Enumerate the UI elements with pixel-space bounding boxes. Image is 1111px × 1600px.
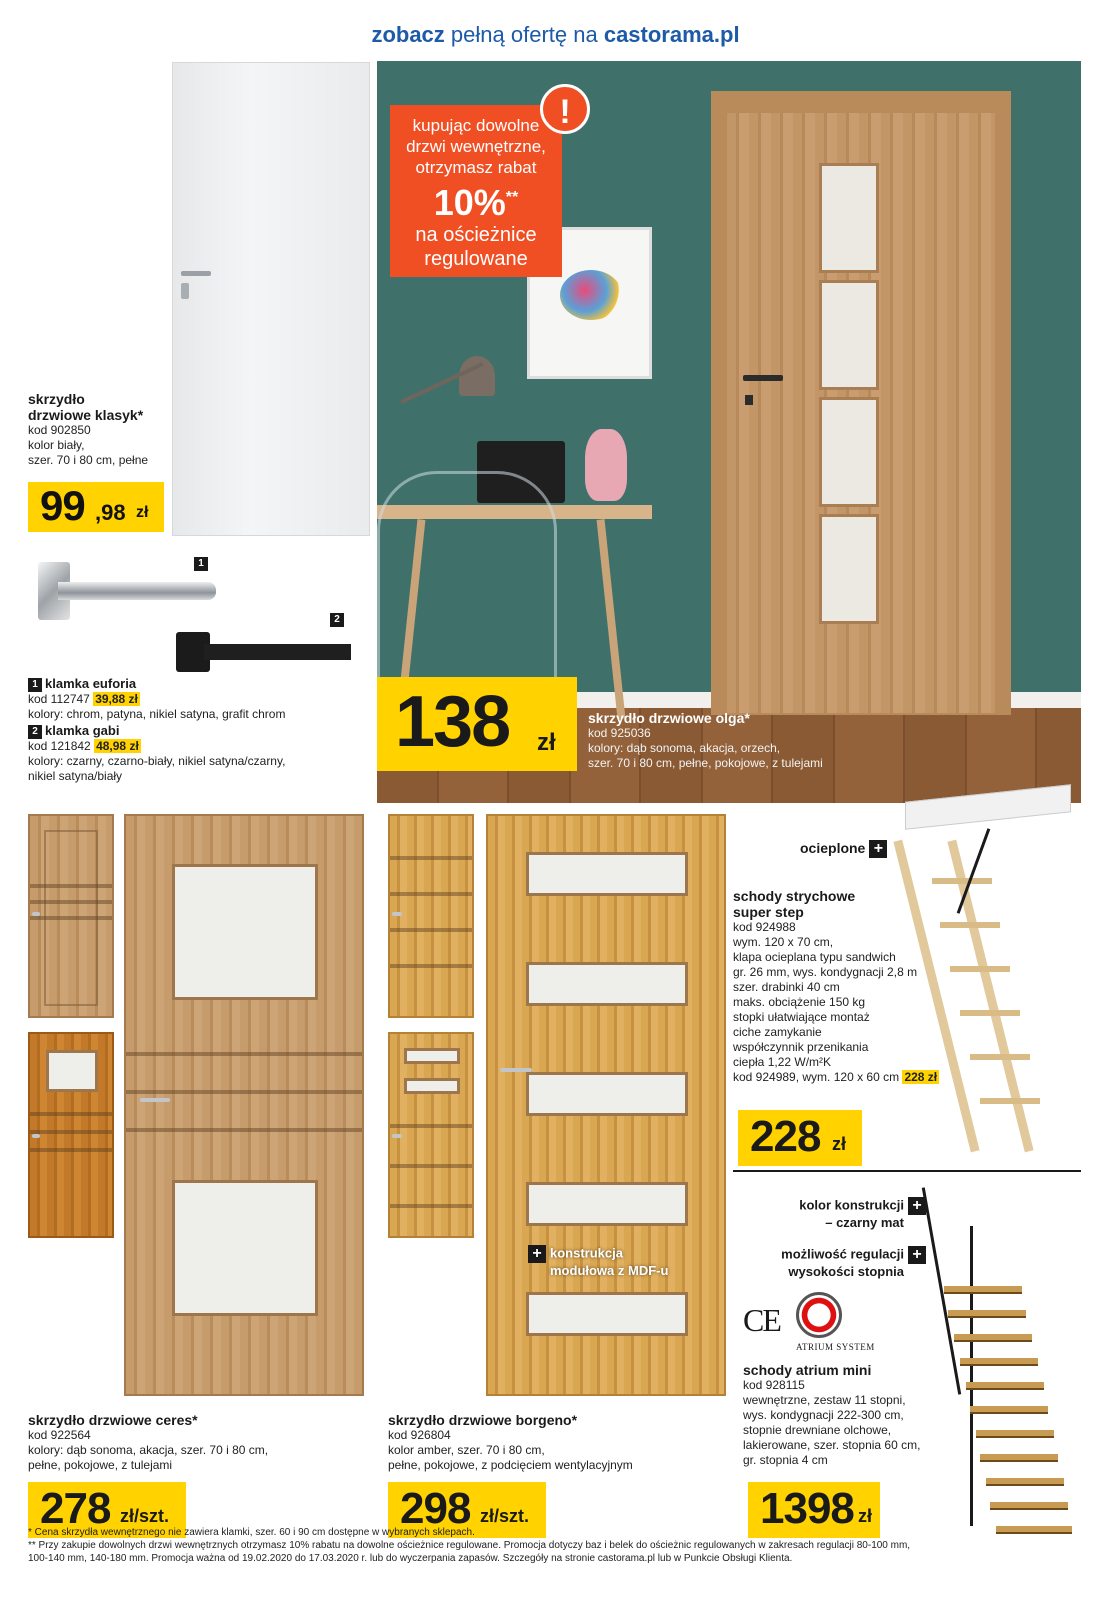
euforia-title: klamka euforia: [45, 676, 137, 691]
olga-title: skrzydło drzwiowe olga*: [588, 710, 750, 726]
ceres-price-value: 278: [40, 1484, 111, 1533]
footnote-3: 100-140 mm, 140-180 mm. Promocja ważna od 19.02.2020 do 17.03.2020 r. lub do wyczerpania zapasów. Szczegóły na stronie castorama.pl lub w Punkcie Obsługi Klienta.: [28, 1553, 793, 1564]
klasyk-price-main: 99: [40, 482, 85, 529]
ceres-info: [28, 1412, 373, 1473]
olga-colors: kolory: dąb sonoma, akacja, orzech,: [588, 741, 781, 755]
atrium-spec-3: lakierowane, szer. stopnia 60 cm,: [743, 1438, 921, 1452]
atrium-feature-2-line2: wysokości stopnia: [788, 1264, 904, 1279]
euforia-code: kod 112747: [28, 692, 90, 706]
atrium-feature-1-line2: – czarny mat: [825, 1215, 904, 1230]
header-site[interactable]: castorama.pl: [603, 22, 740, 47]
ceres-handle-icon: [140, 1098, 170, 1102]
superstep-spec-3: szer. drabinki 40 cm: [733, 980, 840, 994]
ceres-line1: kolory: dąb sonoma, akacja, szer. 70 i 80 cm,: [28, 1443, 269, 1457]
klasyk-price-unit: zł: [136, 504, 149, 521]
plus-icon: +: [869, 840, 887, 858]
klasyk-title-1: skrzydło: [28, 391, 85, 407]
vase: [585, 429, 627, 501]
olga-price: [377, 677, 577, 771]
ceres-door: [124, 814, 364, 1396]
ocieplone-label: ocieplone: [800, 840, 866, 856]
ghost-chair: [377, 471, 557, 711]
borgeno-info: [388, 1412, 708, 1473]
atrium-spec-2: stopnie drewniane olchowe,: [743, 1423, 892, 1437]
promo-line1: kupując dowolne: [412, 116, 540, 135]
superstep-price-value: 228: [750, 1112, 821, 1161]
footnote-1: * Cena skrzydła wewnętrznego nie zawiera klamki, szer. 60 i 90 cm dostępne w wybranych sklepach.: [28, 1527, 475, 1538]
olga-handle-icon: [743, 375, 783, 381]
ceres-thumb-sonoma: [28, 814, 114, 1018]
atrium-price-value: 1398: [760, 1484, 854, 1533]
ceres-price-unit: zł/szt.: [120, 1506, 170, 1526]
klasyk-title-2: drzwiowe klasyk*: [28, 407, 144, 423]
exclamation-icon: !: [540, 84, 590, 134]
atrium-info: [743, 1362, 943, 1468]
borgeno-door: [486, 814, 726, 1396]
desk-lamp: [459, 356, 495, 396]
borgeno-line2: pełne, pokojowe, z podcięciem wentylacyjnym: [388, 1458, 633, 1472]
gabi-badge: 2: [28, 725, 42, 739]
gabi-colors-2: nikiel satyna/biały: [28, 769, 123, 783]
borgeno-price-value: 298: [400, 1484, 471, 1533]
superstep-alt-price: 228 zł: [904, 1070, 938, 1084]
atrium-stairs: [940, 1186, 1080, 1536]
superstep-title-2: super step: [733, 904, 804, 920]
klasyk-price-dec: ,98: [95, 500, 126, 525]
superstep-spec-8: ciepła 1,22 W/m²K: [733, 1055, 832, 1069]
promo-line3: otrzymasz rabat: [415, 158, 537, 177]
promo-line2: drzwi wewnętrzne,: [406, 137, 546, 156]
borgeno-thumb-1: [388, 814, 474, 1018]
euforia-badge: 1: [28, 678, 42, 692]
plus-icon: +: [528, 1245, 546, 1263]
handle-euforia-image: [38, 562, 218, 620]
ceres-thumb-akacja: [28, 1032, 114, 1238]
olga-price-value: 138: [395, 682, 510, 762]
plus-icon: +: [908, 1197, 926, 1215]
olga-info: [588, 710, 823, 771]
atrium-feature-2-line1: możliwość regulacji: [781, 1246, 904, 1262]
superstep-spec-7: współczynnik przenikania: [733, 1040, 869, 1054]
superstep-title-1: schody strychowe: [733, 888, 856, 904]
atrium-feature-2: [740, 1246, 926, 1280]
atrium-title: schody atrium mini: [743, 1362, 872, 1378]
atrium-brand: ATRIUM SYSTEM: [796, 1342, 875, 1352]
atrium-feature-1-line1: kolor konstrukcji: [799, 1197, 904, 1213]
superstep-alt-code: kod 924989, wym. 120 x 60 cm: [733, 1070, 900, 1084]
promo-marks: **: [505, 189, 519, 206]
borgeno-title: skrzydło drzwiowe borgeno*: [388, 1412, 578, 1428]
header-middle: pełną ofertę na: [450, 22, 598, 47]
superstep-spec-5: stopki ułatwiające montaż: [733, 1010, 870, 1024]
borgeno-price-unit: zł/szt.: [480, 1506, 530, 1526]
page-header: [0, 22, 1111, 48]
borgeno-code: kod 926804: [388, 1428, 451, 1442]
olga-code: kod 925036: [588, 726, 651, 740]
superstep-price-unit: zł: [832, 1134, 847, 1154]
euforia-colors: kolory: chrom, patyna, nikiel satyna, grafit chrom: [28, 707, 286, 721]
borgeno-handle-icon: [500, 1068, 532, 1072]
promo-line4: na ościeżnice: [415, 224, 537, 246]
olga-size: szer. 70 i 80 cm, pełne, pokojowe, z tulejami: [588, 756, 823, 770]
superstep-code: kod 924988: [733, 920, 796, 934]
header-prefix: zobacz: [371, 22, 445, 47]
klasyk-color: kolor biały,: [28, 438, 85, 452]
borgeno-thumb-2: [388, 1032, 474, 1238]
klasyk-info: [28, 391, 178, 468]
quality-seal-icon: [796, 1292, 842, 1338]
olga-lock-icon: [745, 395, 753, 405]
superstep-spec-2: gr. 26 mm, wys. kondygnacji 2,8 m: [733, 965, 918, 979]
gabi-price: 48,98 zł: [96, 739, 139, 753]
gabi-title: klamka gabi: [45, 723, 120, 738]
divider: [733, 1170, 1081, 1172]
ceres-title: skrzydło drzwiowe ceres*: [28, 1412, 198, 1428]
handle-num-1: 1: [194, 557, 208, 571]
atrium-spec-1: wys. kondygnacji 222-300 cm,: [743, 1408, 904, 1422]
atrium-price-unit: zł: [858, 1506, 873, 1526]
promo-badge: [390, 105, 562, 277]
promo-line5: regulowane: [424, 248, 528, 270]
atrium-spec-4: gr. stopnia 4 cm: [743, 1453, 828, 1467]
superstep-spec-0: wym. 120 x 70 cm,: [733, 935, 834, 949]
borgeno-feature-2: modułowa z MDF-u: [550, 1263, 669, 1278]
superstep-price: [738, 1110, 862, 1166]
ocieplone-badge: [800, 840, 887, 858]
door-lock-icon: [181, 283, 189, 299]
ceres-line2: pełne, pokojowe, z tulejami: [28, 1458, 173, 1472]
klasyk-door-image: [172, 62, 370, 536]
handles-info: [28, 676, 373, 784]
superstep-info: [733, 888, 953, 1085]
olga-price-unit: zł: [537, 729, 556, 756]
ceres-code: kod 922564: [28, 1428, 91, 1442]
olga-door: [727, 113, 995, 713]
handle-num-2: 2: [330, 613, 344, 627]
footnotes: [28, 1526, 1088, 1565]
atrium-feature-1: [740, 1197, 926, 1231]
handle-gabi-image: [176, 632, 351, 672]
gabi-colors-1: kolory: czarny, czarno-biały, nikiel satyna/czarny,: [28, 754, 286, 768]
superstep-spec-6: ciche zamykanie: [733, 1025, 822, 1039]
borgeno-feature-1: konstrukcja: [550, 1245, 623, 1261]
superstep-spec-1: klapa ocieplana typu sandwich: [733, 950, 896, 964]
borgeno-line1: kolor amber, szer. 70 i 80 cm,: [388, 1443, 545, 1457]
promo-percent: 10%: [433, 182, 506, 223]
klasyk-code: kod 902850: [28, 423, 91, 437]
atrium-code: kod 928115: [743, 1378, 805, 1392]
atrium-spec-0: wewnętrzne, zestaw 11 stopni,: [743, 1393, 906, 1407]
gabi-code: kod 121842: [28, 739, 91, 753]
superstep-spec-4: maks. obciążenie 150 kg: [733, 995, 866, 1009]
klasyk-price: [28, 482, 164, 532]
door-handle-icon: [181, 271, 211, 276]
borgeno-feature: [528, 1245, 668, 1279]
plus-icon: +: [908, 1246, 926, 1264]
euforia-price: 39,88 zł: [95, 692, 138, 706]
ce-mark-icon: CE: [743, 1302, 780, 1338]
footnote-2: ** Przy zakupie dowolnych drzwi wewnętrznych otrzymasz 10% rabatu na dowolne ościeżnice regulowane. Promocja dotyczy baz i belek do ościeżnic regulowanych w zakresach regulacji 80-100 mm,: [28, 1540, 911, 1551]
klasyk-size: szer. 70 i 80 cm, pełne: [28, 453, 149, 467]
